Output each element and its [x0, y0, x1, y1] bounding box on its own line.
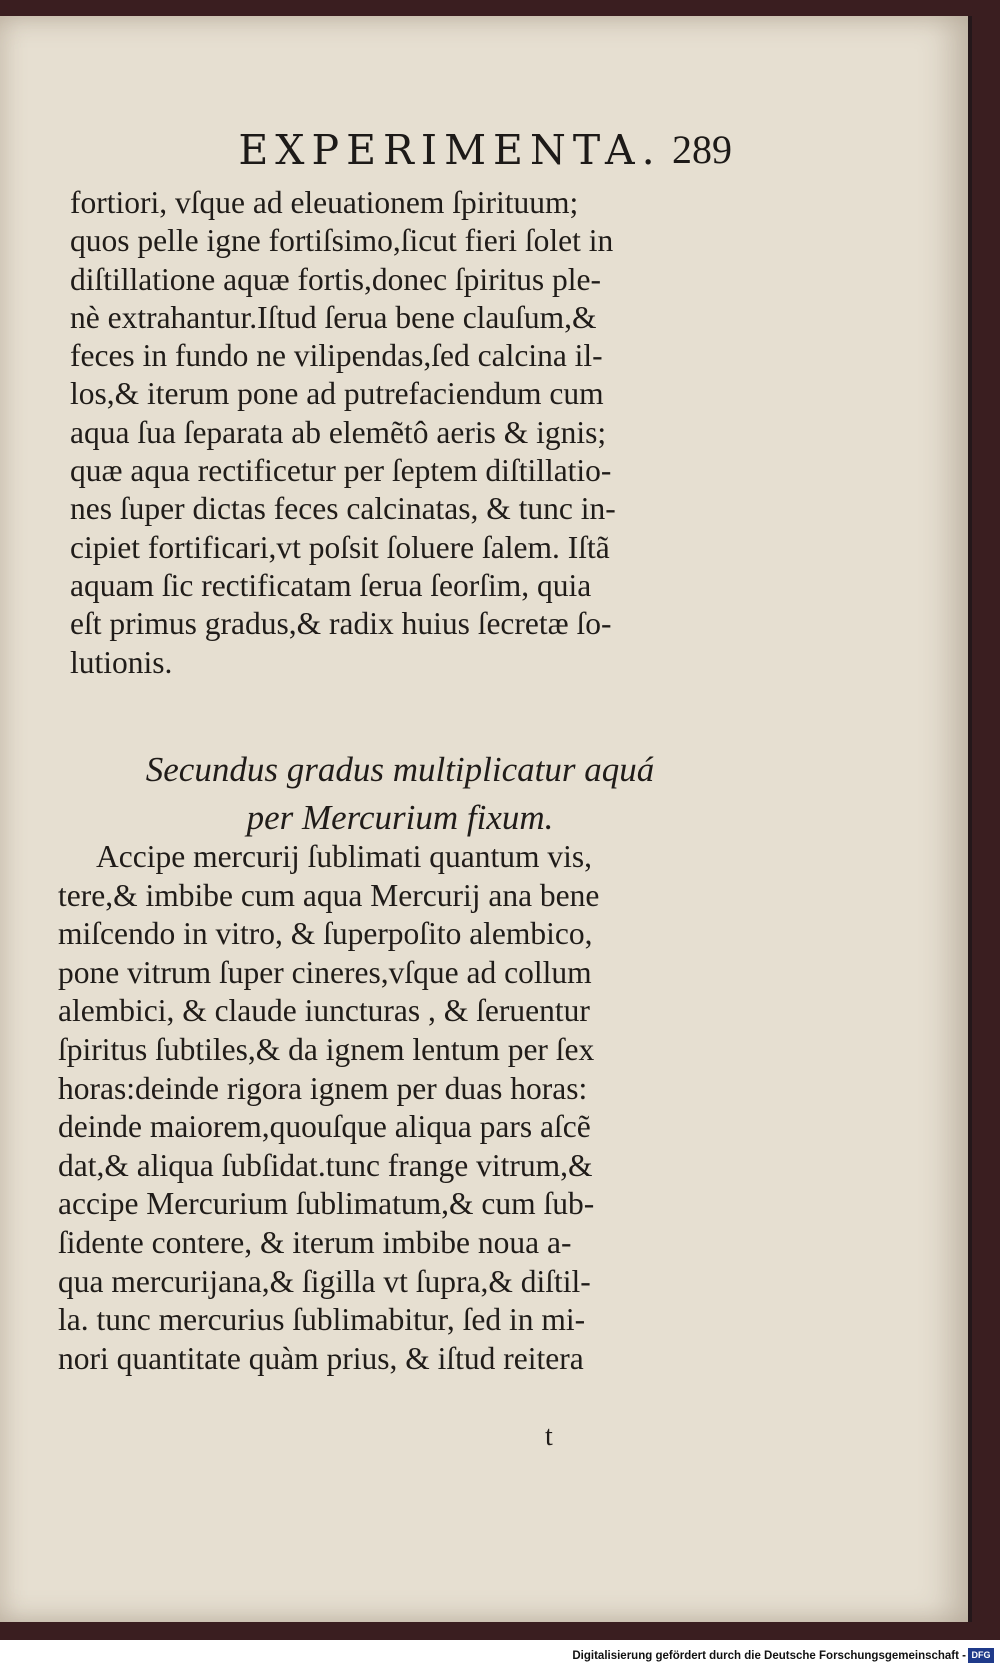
text-line: ſpiritus ſubtiles,& da ignem lentum per ſex [58, 1031, 595, 1067]
heading-line: per Mercurium fixum. [246, 798, 554, 837]
text-line: horas:deinde rigora ignem per duas horas: [58, 1070, 588, 1106]
heading-line: Secundus gradus multiplicatur aquá [145, 750, 655, 789]
page-number: 289 [672, 127, 732, 172]
text-line: quæ aqua rectificetur per ſeptem diſtillatio- [70, 453, 612, 489]
text-line: feces in fundo ne vilipendas,ſed calcina il- [70, 338, 603, 374]
text-line: los,& iterum pone ad putrefaciendum cum [70, 376, 604, 412]
body-paragraph-2 [58, 838, 728, 1378]
funding-notice: Digitalisierung gefördert durch die Deutsche Forschungsgemeinschaft - [572, 1650, 966, 1662]
text-line: cipiet fortificari,vt poſsit ſoluere ſalem. Iſtã [70, 529, 610, 565]
text-line: alembici, & claude iuncturas , & ſeruentur [58, 993, 590, 1029]
text-line: Accipe mercurij ſublimati quantum vis, [96, 839, 593, 874]
section-heading [80, 746, 720, 842]
text-line: nori quantitate quàm prius, & iſtud reitera [58, 1340, 584, 1376]
text-line: pone vitrum ſuper cineres,vſque ad collum [58, 954, 592, 990]
text-line: dat,& aliqua ſubſidat.tunc frange vitrum,& [58, 1147, 593, 1183]
text-line: eſt primus gradus,& radix huius ſecretæ ſo- [70, 606, 612, 642]
text-line: qua mercurijana,& ſigilla vt ſupra,& diſtil- [58, 1263, 591, 1299]
dfg-logo: DFG [968, 1648, 994, 1663]
body-paragraph [70, 184, 740, 682]
text-line: diſtillatione aquæ fortis,donec ſpiritus ple- [70, 261, 602, 297]
text-line: ſidente contere, & iterum imbibe noua a- [58, 1224, 572, 1260]
text-line: miſcendo in vitro, & ſuperpoſito alembico, [58, 916, 593, 952]
text-line: fortiori, vſque ad eleuationem ſpirituum; [70, 185, 579, 220]
text-line: lutionis. [70, 644, 173, 680]
text-line: aqua ſua ſeparata ab elemẽtô aeris & ignis; [70, 414, 607, 450]
running-header: EXPERIMENTA. [238, 126, 662, 174]
book-page [0, 16, 972, 1622]
catchword: t [545, 1421, 553, 1452]
text-line: la. tunc mercurius ſublimabitur, ſed in mi- [58, 1302, 586, 1338]
text-line: tere,& imbibe cum aqua Mercurij ana bene [58, 877, 600, 913]
text-line: nè extrahantur.Iſtud ſerua bene clauſum,& [70, 299, 597, 335]
text-line: accipe Mercurium ſublimatum,& cum ſub- [58, 1186, 595, 1222]
text-line: aquam ſic rectificatam ſerua ſeorſim, quia [70, 567, 592, 603]
text-line: nes ſuper dictas feces calcinatas, & tunc in- [70, 491, 616, 527]
text-line: quos pelle igne fortiſsimo,ſicut fieri ſolet in [70, 223, 614, 259]
text-line: deinde maiorem,quouſque aliqua pars aſcẽ [58, 1109, 591, 1145]
